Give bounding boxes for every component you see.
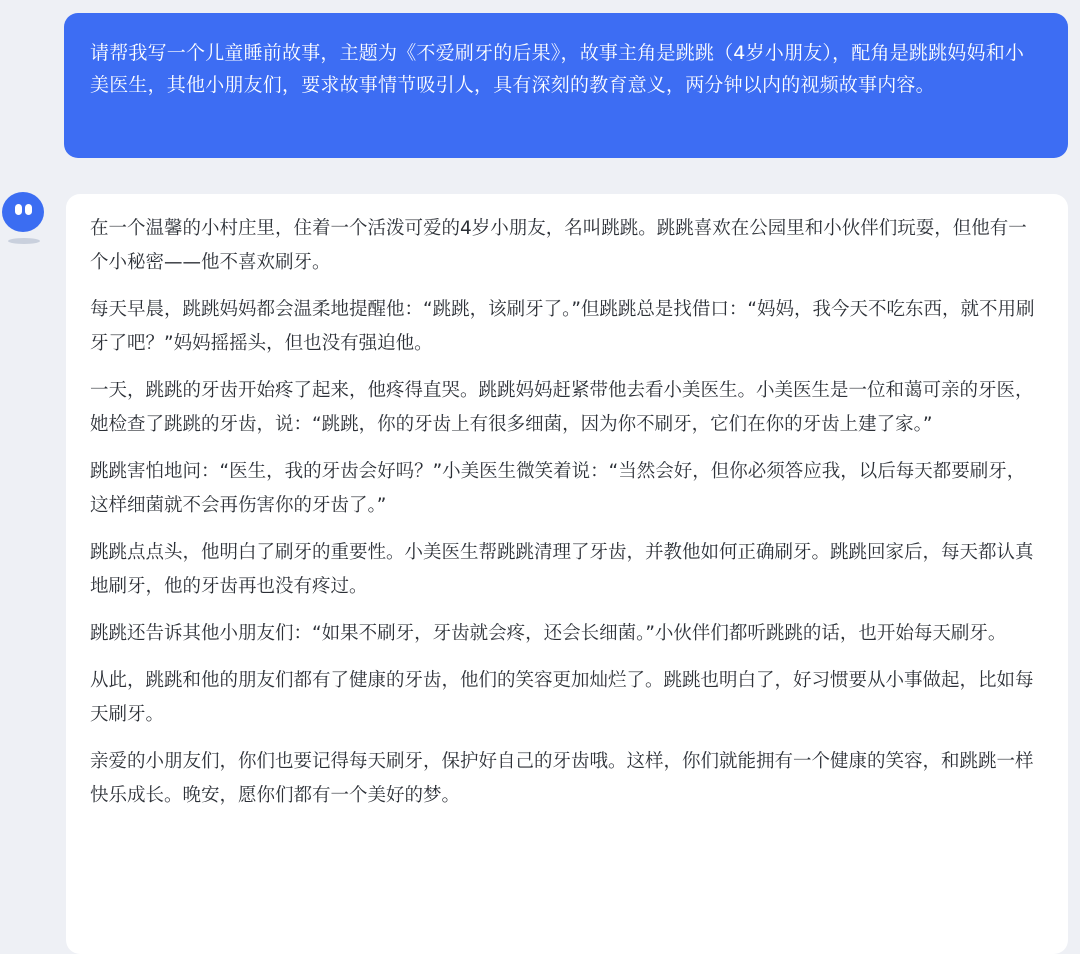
avatar-eye-left [15, 204, 22, 215]
avatar-shadow [8, 238, 40, 244]
robot-avatar-icon [0, 192, 46, 248]
story-paragraph-1: 在一个温馨的小村庄里，住着一个活泼可爱的4岁小朋友，名叫跳跳。跳跳喜欢在公园里和小伙伴们玩耍，但他有一个小秘密——他不喜欢刷牙。 [90, 218, 1027, 273]
user-message-text: 请帮我写一个儿童睡前故事，主题为《不爱刷牙的后果》，故事主角是跳跳（4岁小朋友），配角是跳跳妈妈和小美医生，其他小朋友们，要求故事情节吸引人，具有深刻的教育意义，两分钟以内的视频故事内容。 [90, 42, 1025, 96]
story-paragraph-2: 每天早晨，跳跳妈妈都会温柔地提醒他：“跳跳，该刷牙了。”但跳跳总是找借口：“妈妈，我今天不吃东西，就不用刷牙了吧？”妈妈摇摇头，但也没有强迫他。 [90, 299, 1035, 354]
story-paragraph-6: 跳跳还告诉其他小朋友们：“如果不刷牙，牙齿就会疼，还会长细菌。”小伙伴们都听跳跳的话，也开始每天刷牙。 [90, 623, 1007, 644]
story-paragraph-3: 一天，跳跳的牙齿开始疼了起来，他疼得直哭。跳跳妈妈赶紧带他去看小美医生。小美医生是一位和蔼可亲的牙医，她检查了跳跳的牙齿，说：“跳跳，你的牙齿上有很多细菌，因为你不刷牙，它们在你的牙齿上建了家。” [90, 380, 1034, 435]
story-paragraph-7: 从此，跳跳和他的朋友们都有了健康的牙齿，他们的笑容更加灿烂了。跳跳也明白了，好习惯要从小事做起，比如每天刷牙。 [90, 670, 1034, 725]
story-paragraph-5: 跳跳点点头，他明白了刷牙的重要性。小美医生帮跳跳清理了牙齿，并教他如何正确刷牙。跳跳回家后，每天都认真地刷牙，他的牙齿再也没有疼过。 [90, 542, 1034, 597]
avatar-face [2, 192, 44, 232]
avatar-eye-right [25, 204, 32, 215]
assistant-message-bubble [66, 194, 1068, 954]
story-paragraph-8: 亲爱的小朋友们，你们也要记得每天刷牙，保护好自己的牙齿哦。这样，你们就能拥有一个健康的笑容，和跳跳一样快乐成长。晚安，愿你们都有一个美好的梦。 [90, 751, 1034, 806]
user-message-bubble [64, 13, 1068, 158]
story-paragraph-4: 跳跳害怕地问：“医生，我的牙齿会好吗？”小美医生微笑着说：“当然会好，但你必须答应我，以后每天都要刷牙，这样细菌就不会再伤害你的牙齿了。” [90, 461, 1026, 516]
